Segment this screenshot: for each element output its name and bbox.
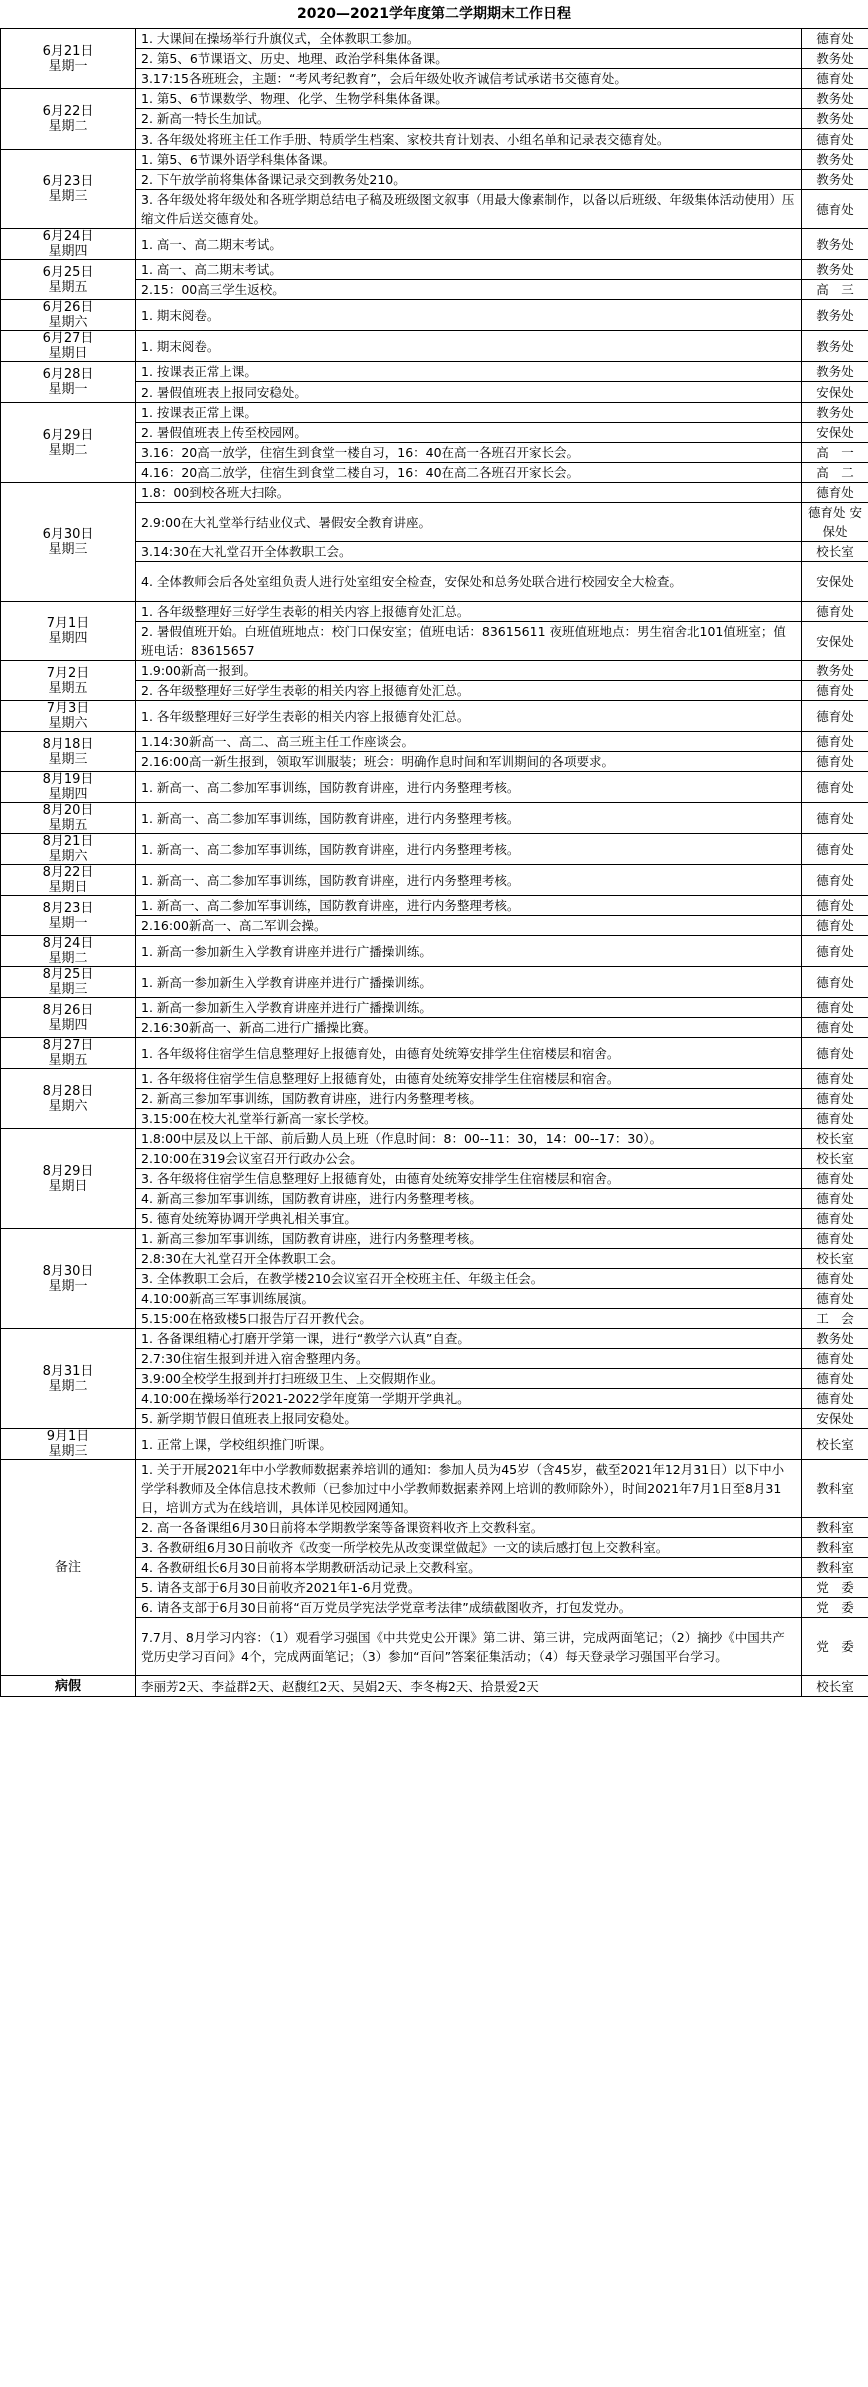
date-cell: [1, 661, 136, 701]
date-label: 7月2日: [46, 665, 90, 681]
date-label: 8月31日: [42, 1363, 94, 1379]
department-cell: 德育处: [802, 998, 868, 1018]
task-text: 1. 第5、6节课数学、物理、化学、生物学科集体备课。: [136, 89, 802, 109]
weekday-label: 星期一: [48, 915, 88, 931]
schedule-row: [1, 1229, 868, 1249]
department-cell: 校长室: [802, 1429, 868, 1460]
schedule-row: [1, 834, 868, 865]
task-text: 1. 按课表正常上课。: [136, 403, 802, 423]
weekday-label: 星期一: [48, 382, 88, 397]
weekday-label: 星期六: [48, 315, 88, 330]
department-cell: 高 二: [802, 463, 868, 483]
department-cell: 德育处: [802, 803, 868, 834]
sick-leave-row: [1, 1676, 868, 1697]
task-text: 1. 各年级整理好三好学生表彰的相关内容上报德育处汇总。: [136, 602, 802, 622]
date-cell: [1, 772, 136, 803]
note-text: 1. 关于开展2021年中小学教师数据素养培训的通知：参加人员为45岁（含45岁，截至2021年12月31日）以下中小学学科教师及全体信息技术教师（已参加过中小学教师数据素养网上培训的教师除外），时间2021年7月1日至8月31日，培训方式为在线培训，具体详见校园网通知。: [136, 1460, 802, 1518]
department-cell: 德育处: [802, 1089, 868, 1109]
schedule-row: [1, 896, 868, 916]
weekday-label: 星期三: [48, 189, 88, 204]
department-cell: 校长室: [802, 1676, 868, 1697]
department-cell: 德育处: [802, 1369, 868, 1389]
department-cell: 教务处: [802, 403, 868, 423]
task-text: 1. 新高一参加新生入学教育讲座并进行广播操训练。: [136, 967, 802, 998]
task-text: 3.9:00全校学生报到并打扫班级卫生、上交假期作业。: [136, 1369, 802, 1389]
weekday-label: 星期二: [48, 951, 88, 966]
department-cell: 教务处: [802, 300, 868, 331]
task-text: 1. 正常上课，学校组织推门听课。: [136, 1429, 802, 1460]
date-label: 8月23日: [42, 900, 94, 916]
weekday-label: 星期四: [48, 631, 88, 646]
schedule-row: [1, 229, 868, 260]
department-cell: 德育处: [802, 916, 868, 936]
task-text: 3. 各年级将住宿学生信息整理好上报德育处，由德育处统筹安排学生住宿楼层和宿舍。: [136, 1169, 802, 1189]
task-text: 5. 新学期节假日值班表上报同安稳处。: [136, 1409, 802, 1429]
date-cell: [1, 834, 136, 865]
date-cell: [1, 967, 136, 998]
task-text: 1. 新高一参加新生入学教育讲座并进行广播操训练。: [136, 998, 802, 1018]
department-cell: 工 会: [802, 1309, 868, 1329]
task-text: 2.16:00高一新生报到，领取军训服装；班会：明确作息时间和军训期间的各项要求。: [136, 752, 802, 772]
schedule-row: [1, 936, 868, 967]
schedule-row: [1, 661, 868, 681]
date-label: 6月24日: [42, 229, 94, 244]
department-cell: 安保处: [802, 1409, 868, 1429]
task-text: 2. 暑假值班表上传至校园网。: [136, 423, 802, 443]
department-cell: 校长室: [802, 1129, 868, 1149]
task-text: 1. 期末阅卷。: [136, 331, 802, 362]
department-cell: 安保处: [802, 562, 868, 602]
schedule-row: [1, 260, 868, 280]
department-cell: 安保处: [802, 622, 868, 661]
department-cell: 校长室: [802, 1249, 868, 1269]
task-text: 1. 新高一、高二参加军事训练，国防教育讲座，进行内务整理考核。: [136, 834, 802, 865]
task-text: 1. 各备课组精心打磨开学第一课，进行“教学六认真”自查。: [136, 1329, 802, 1349]
task-text: 2. 新高三参加军事训练，国防教育讲座，进行内务整理考核。: [136, 1089, 802, 1109]
schedule-row: [1, 998, 868, 1018]
department-cell: 教务处: [802, 170, 868, 190]
task-text: 1.8：00到校各班大扫除。: [136, 483, 802, 503]
task-text: 2. 第5、6节课语文、历史、地理、政治学科集体备课。: [136, 49, 802, 69]
weekday-label: 星期五: [48, 279, 88, 295]
date-label: 8月25日: [42, 967, 94, 982]
date-label: 8月24日: [42, 936, 94, 951]
date-cell: [1, 602, 136, 661]
date-cell: [1, 1129, 136, 1229]
date-label: 6月21日: [42, 43, 94, 59]
date-label: 7月1日: [46, 616, 90, 631]
task-text: 2. 下午放学前将集体备课记录交到教务处210。: [136, 170, 802, 190]
date-cell: [1, 1329, 136, 1429]
notes-row: [1, 1460, 868, 1518]
date-cell: [1, 1429, 136, 1460]
date-label: 8月18日: [42, 736, 94, 752]
date-label: 8月26日: [42, 1002, 94, 1018]
schedule-row: [1, 403, 868, 423]
department-cell: 德育处: [802, 752, 868, 772]
task-text: 2.10:00在319会议室召开行政办公会。: [136, 1149, 802, 1169]
department-cell: 校长室: [802, 1149, 868, 1169]
date-cell: [1, 29, 136, 89]
date-cell: [1, 89, 136, 150]
date-cell: [1, 300, 136, 331]
date-cell: [1, 803, 136, 834]
weekday-label: 星期四: [48, 244, 88, 259]
date-label: 6月29日: [42, 427, 94, 443]
department-cell: 德育处: [802, 967, 868, 998]
date-cell: [1, 362, 136, 403]
schedule-row: [1, 362, 868, 382]
note-text: 4. 各教研组长6月30日前将本学期教研活动记录上交教科室。: [136, 1558, 802, 1578]
task-text: 1. 第5、6节课外语学科集体备课。: [136, 150, 802, 170]
department-cell: 德育处: [802, 1018, 868, 1038]
task-text: 1. 新高三参加军事训练，国防教育讲座，进行内务整理考核。: [136, 1229, 802, 1249]
department-cell: 德育处: [802, 865, 868, 896]
task-text: 1. 新高一参加新生入学教育讲座并进行广播操训练。: [136, 936, 802, 967]
date-cell: [1, 998, 136, 1038]
schedule-row: [1, 29, 868, 49]
weekday-label: 星期五: [48, 818, 88, 833]
note-text: 2. 高一各备课组6月30日前将本学期教学案等备课资料收齐上交教科室。: [136, 1518, 802, 1538]
date-label: 8月30日: [42, 1263, 94, 1279]
task-text: 1. 各年级将住宿学生信息整理好上报德育处，由德育处统筹安排学生住宿楼层和宿舍。: [136, 1069, 802, 1089]
schedule-row: [1, 967, 868, 998]
schedule-row: [1, 865, 868, 896]
schedule-row: [1, 300, 868, 331]
task-text: 1.14:30新高一、高二、高三班主任工作座谈会。: [136, 732, 802, 752]
schedule-row: [1, 331, 868, 362]
date-label: 6月28日: [42, 367, 94, 382]
department-cell: 德育处: [802, 1209, 868, 1229]
weekday-label: 星期日: [48, 1178, 88, 1194]
task-text: 4.16：20高二放学，住宿生到食堂二楼自习，16：40在高二各班召开家长会。: [136, 463, 802, 483]
date-label: 6月27日: [42, 331, 94, 346]
date-cell: [1, 1229, 136, 1329]
task-text: 1. 新高一、高二参加军事训练，国防教育讲座，进行内务整理考核。: [136, 865, 802, 896]
date-label: 8月27日: [42, 1038, 94, 1053]
date-cell: [1, 403, 136, 483]
schedule-row: [1, 89, 868, 109]
date-label: 7月3日: [46, 701, 90, 716]
task-text: 1.8:00中层及以上干部、前后勤人员上班（作息时间：8：00--11：30，14：00--17：30）。: [136, 1129, 802, 1149]
schedule-table: [0, 28, 868, 1697]
date-label: 8月21日: [42, 834, 94, 849]
task-text: 1. 新高一、高二参加军事训练，国防教育讲座，进行内务整理考核。: [136, 803, 802, 834]
department-cell: 德育处: [802, 1038, 868, 1069]
note-text: 7.7月、8月学习内容：（1）观看学习强国《中共党史公开课》第二讲、第三讲，完成两面笔记；（2）摘抄《中国共产党历史学习百问》4个，完成两面笔记；（3）参加“百问”答案征集活动；（4）每天登录学习强国平台学习。: [136, 1618, 802, 1676]
task-text: 2.15：00高三学生返校。: [136, 280, 802, 300]
task-text: 3.14:30在大礼堂召开全体教职工会。: [136, 542, 802, 562]
schedule-row: [1, 602, 868, 622]
department-cell: 党 委: [802, 1598, 868, 1618]
schedule-row: [1, 772, 868, 803]
note-text: 5. 请各支部于6月30日前收齐2021年1-6月党费。: [136, 1578, 802, 1598]
department-cell: 教科室: [802, 1460, 868, 1518]
department-cell: 教务处: [802, 331, 868, 362]
department-cell: 德育处: [802, 701, 868, 732]
department-cell: 德育处: [802, 69, 868, 89]
department-cell: 安保处: [802, 382, 868, 403]
date-cell: [1, 936, 136, 967]
department-cell: 德育处: [802, 936, 868, 967]
task-text: 3.16：20高一放学，住宿生到食堂一楼自习，16：40在高一各班召开家长会。: [136, 443, 802, 463]
department-cell: 安保处: [802, 423, 868, 443]
task-text: 3. 各年级处将年级处和各班学期总结电子稿及班级图文叙事（用最大像素制作，以备以后班级、年级集体活动使用）压缩文件后送交德育处。: [136, 190, 802, 229]
weekday-label: 星期日: [48, 346, 88, 361]
weekday-label: 星期二: [48, 442, 88, 458]
department-cell: 教务处: [802, 1329, 868, 1349]
department-cell: 教务处: [802, 362, 868, 382]
department-cell: 教务处: [802, 229, 868, 260]
weekday-label: 星期六: [48, 716, 88, 731]
weekday-label: 星期三: [48, 542, 88, 557]
date-cell: [1, 896, 136, 936]
schedule-row: [1, 1329, 868, 1349]
task-text: 5.15:00在格致楼5口报告厅召开教代会。: [136, 1309, 802, 1329]
department-cell: 德育处: [802, 602, 868, 622]
task-text: 1. 按课表正常上课。: [136, 362, 802, 382]
date-label: 8月20日: [42, 803, 94, 818]
date-cell: [1, 229, 136, 260]
date-cell: [1, 1069, 136, 1129]
task-text: 3. 全体教职工会后，在教学楼210会议室召开全校班主任、年级主任会。: [136, 1269, 802, 1289]
task-text: 1. 高一、高二期末考试。: [136, 229, 802, 260]
task-text: 5. 德育处统筹协调开学典礼相关事宜。: [136, 1209, 802, 1229]
department-cell: 德育处: [802, 190, 868, 229]
department-cell: 教务处: [802, 260, 868, 280]
weekday-label: 星期三: [48, 751, 88, 767]
department-cell: 教务处: [802, 49, 868, 69]
date-cell: [1, 865, 136, 896]
department-cell: 德育处: [802, 129, 868, 150]
task-text: 1. 大课间在操场举行升旗仪式，全体教职工参加。: [136, 29, 802, 49]
date-label: 6月23日: [42, 174, 94, 189]
schedule-row: [1, 803, 868, 834]
date-label: 6月30日: [42, 527, 94, 542]
task-text: 4.10:00新高三军事训练展演。: [136, 1289, 802, 1309]
task-text: 2.16:00新高一、高二军训会操。: [136, 916, 802, 936]
department-cell: 德育处: [802, 1109, 868, 1129]
notes-label: 备注: [1, 1460, 136, 1676]
department-cell: 德育处: [802, 681, 868, 701]
task-text: 1. 新高一、高二参加军事训练，国防教育讲座，进行内务整理考核。: [136, 896, 802, 916]
department-cell: 德育处: [802, 1389, 868, 1409]
date-label: 8月19日: [42, 772, 94, 787]
department-cell: 德育处: [802, 1169, 868, 1189]
task-text: 2. 暑假值班表上报同安稳处。: [136, 382, 802, 403]
weekday-label: 星期一: [48, 58, 88, 74]
department-cell: 德育处: [802, 483, 868, 503]
date-label: 9月1日: [46, 1429, 90, 1444]
task-text: 1. 期末阅卷。: [136, 300, 802, 331]
department-cell: 德育处: [802, 1269, 868, 1289]
department-cell: 德育处: [802, 1289, 868, 1309]
date-cell: [1, 331, 136, 362]
department-cell: 德育处: [802, 1229, 868, 1249]
department-cell: 德育处: [802, 834, 868, 865]
date-cell: [1, 150, 136, 229]
department-cell: 高 一: [802, 443, 868, 463]
task-text: 3.17:15各班班会，主题：“考风考纪教育”，会后年级处收齐诚信考试承诺书交德育处。: [136, 69, 802, 89]
task-text: 1. 新高一、高二参加军事训练，国防教育讲座，进行内务整理考核。: [136, 772, 802, 803]
date-label: 8月22日: [42, 865, 94, 880]
task-text: 2.9:00在大礼堂举行结业仪式、暑假安全教育讲座。: [136, 503, 802, 542]
date-label: 6月22日: [42, 104, 94, 119]
task-text: 4.10:00在操场举行2021-2022学年度第一学期开学典礼。: [136, 1389, 802, 1409]
task-text: 2.8:30在大礼堂召开全体教职工会。: [136, 1249, 802, 1269]
weekday-label: 星期二: [48, 119, 88, 134]
schedule-row: [1, 1069, 868, 1089]
note-text: 3. 各教研组6月30日前收齐《改变一所学校先从改变课堂做起》一文的读后感打包上交教科室。: [136, 1538, 802, 1558]
task-text: 2. 暑假值班开始。白班值班地点：校门口保安室；值班电话：83615611 夜班值班地点：男生宿舍北101值班室；值班电话：83615657: [136, 622, 802, 661]
task-text: 2.16:30新高一、新高二进行广播操比赛。: [136, 1018, 802, 1038]
date-label: 8月28日: [42, 1083, 94, 1099]
schedule-row: [1, 150, 868, 170]
date-cell: [1, 483, 136, 602]
task-text: 2. 各年级整理好三好学生表彰的相关内容上报德育处汇总。: [136, 681, 802, 701]
task-text: 1. 各年级将住宿学生信息整理好上报德育处，由德育处统筹安排学生住宿楼层和宿舍。: [136, 1038, 802, 1069]
date-cell: [1, 260, 136, 300]
task-text: 1.9:00新高一报到。: [136, 661, 802, 681]
document-title: 2020—2021学年度第二学期期末工作日程: [297, 6, 571, 22]
date-label: 6月25日: [42, 264, 94, 280]
department-cell: 教务处: [802, 661, 868, 681]
department-cell: 校长室: [802, 542, 868, 562]
department-cell: 德育处: [802, 1349, 868, 1369]
weekday-label: 星期五: [48, 680, 88, 696]
department-cell: 教科室: [802, 1538, 868, 1558]
task-text: 3.15:00在校大礼堂举行新高一家长学校。: [136, 1109, 802, 1129]
schedule-row: [1, 1429, 868, 1460]
schedule-row: [1, 701, 868, 732]
note-text: 6. 请各支部于6月30日前将“百万党员学宪法学党章考法律”成绩截图收齐，打包发党办。: [136, 1598, 802, 1618]
task-text: 3. 各年级处将班主任工作手册、特质学生档案、家校共育计划表、小组名单和记录表交德育处。: [136, 129, 802, 150]
department-cell: 高 三: [802, 280, 868, 300]
sick-leave-text: 李丽芳2天、李益群2天、赵馥红2天、吴娟2天、李冬梅2天、拾景爱2天: [136, 1676, 802, 1697]
date-label: 6月26日: [42, 300, 94, 315]
date-cell: [1, 701, 136, 732]
task-text: 4. 全体教师会后各处室组负责人进行处室组安全检查，安保处和总务处联合进行校园安全大检查。: [136, 562, 802, 602]
weekday-label: 星期四: [48, 787, 88, 802]
task-text: 4. 新高三参加军事训练，国防教育讲座，进行内务整理考核。: [136, 1189, 802, 1209]
department-cell: 德育处: [802, 1069, 868, 1089]
department-cell: 党 委: [802, 1578, 868, 1598]
department-cell: 德育处: [802, 732, 868, 752]
weekday-label: 星期六: [48, 1098, 88, 1114]
sick-leave-label: 病假: [1, 1676, 136, 1697]
schedule-row: [1, 1129, 868, 1149]
weekday-label: 星期四: [48, 1017, 88, 1033]
department-cell: 德育处: [802, 1189, 868, 1209]
schedule-row: [1, 483, 868, 503]
weekday-label: 星期一: [48, 1278, 88, 1294]
department-cell: 德育处: [802, 29, 868, 49]
department-cell: 教科室: [802, 1518, 868, 1538]
department-cell: 德育处: [802, 896, 868, 916]
department-cell: 教务处: [802, 150, 868, 170]
date-label: 8月29日: [42, 1163, 94, 1179]
department-cell: 教务处: [802, 89, 868, 109]
weekday-label: 星期六: [48, 849, 88, 864]
task-text: 2. 新高一特长生加试。: [136, 109, 802, 129]
department-cell: 德育处: [802, 772, 868, 803]
department-cell: 德育处 安保处: [802, 503, 868, 542]
schedule-row: [1, 732, 868, 752]
department-cell: 党 委: [802, 1618, 868, 1676]
department-cell: 教务处: [802, 109, 868, 129]
weekday-label: 星期二: [48, 1378, 88, 1394]
task-text: 1. 高一、高二期末考试。: [136, 260, 802, 280]
weekday-label: 星期日: [48, 880, 88, 895]
date-cell: [1, 1038, 136, 1069]
weekday-label: 星期三: [48, 982, 88, 997]
task-text: 2.7:30住宿生报到并进入宿舍整理内务。: [136, 1349, 802, 1369]
weekday-label: 星期五: [48, 1053, 88, 1068]
department-cell: 教科室: [802, 1558, 868, 1578]
date-cell: [1, 732, 136, 772]
task-text: 1. 各年级整理好三好学生表彰的相关内容上报德育处汇总。: [136, 701, 802, 732]
weekday-label: 星期三: [48, 1444, 88, 1459]
schedule-row: [1, 1038, 868, 1069]
